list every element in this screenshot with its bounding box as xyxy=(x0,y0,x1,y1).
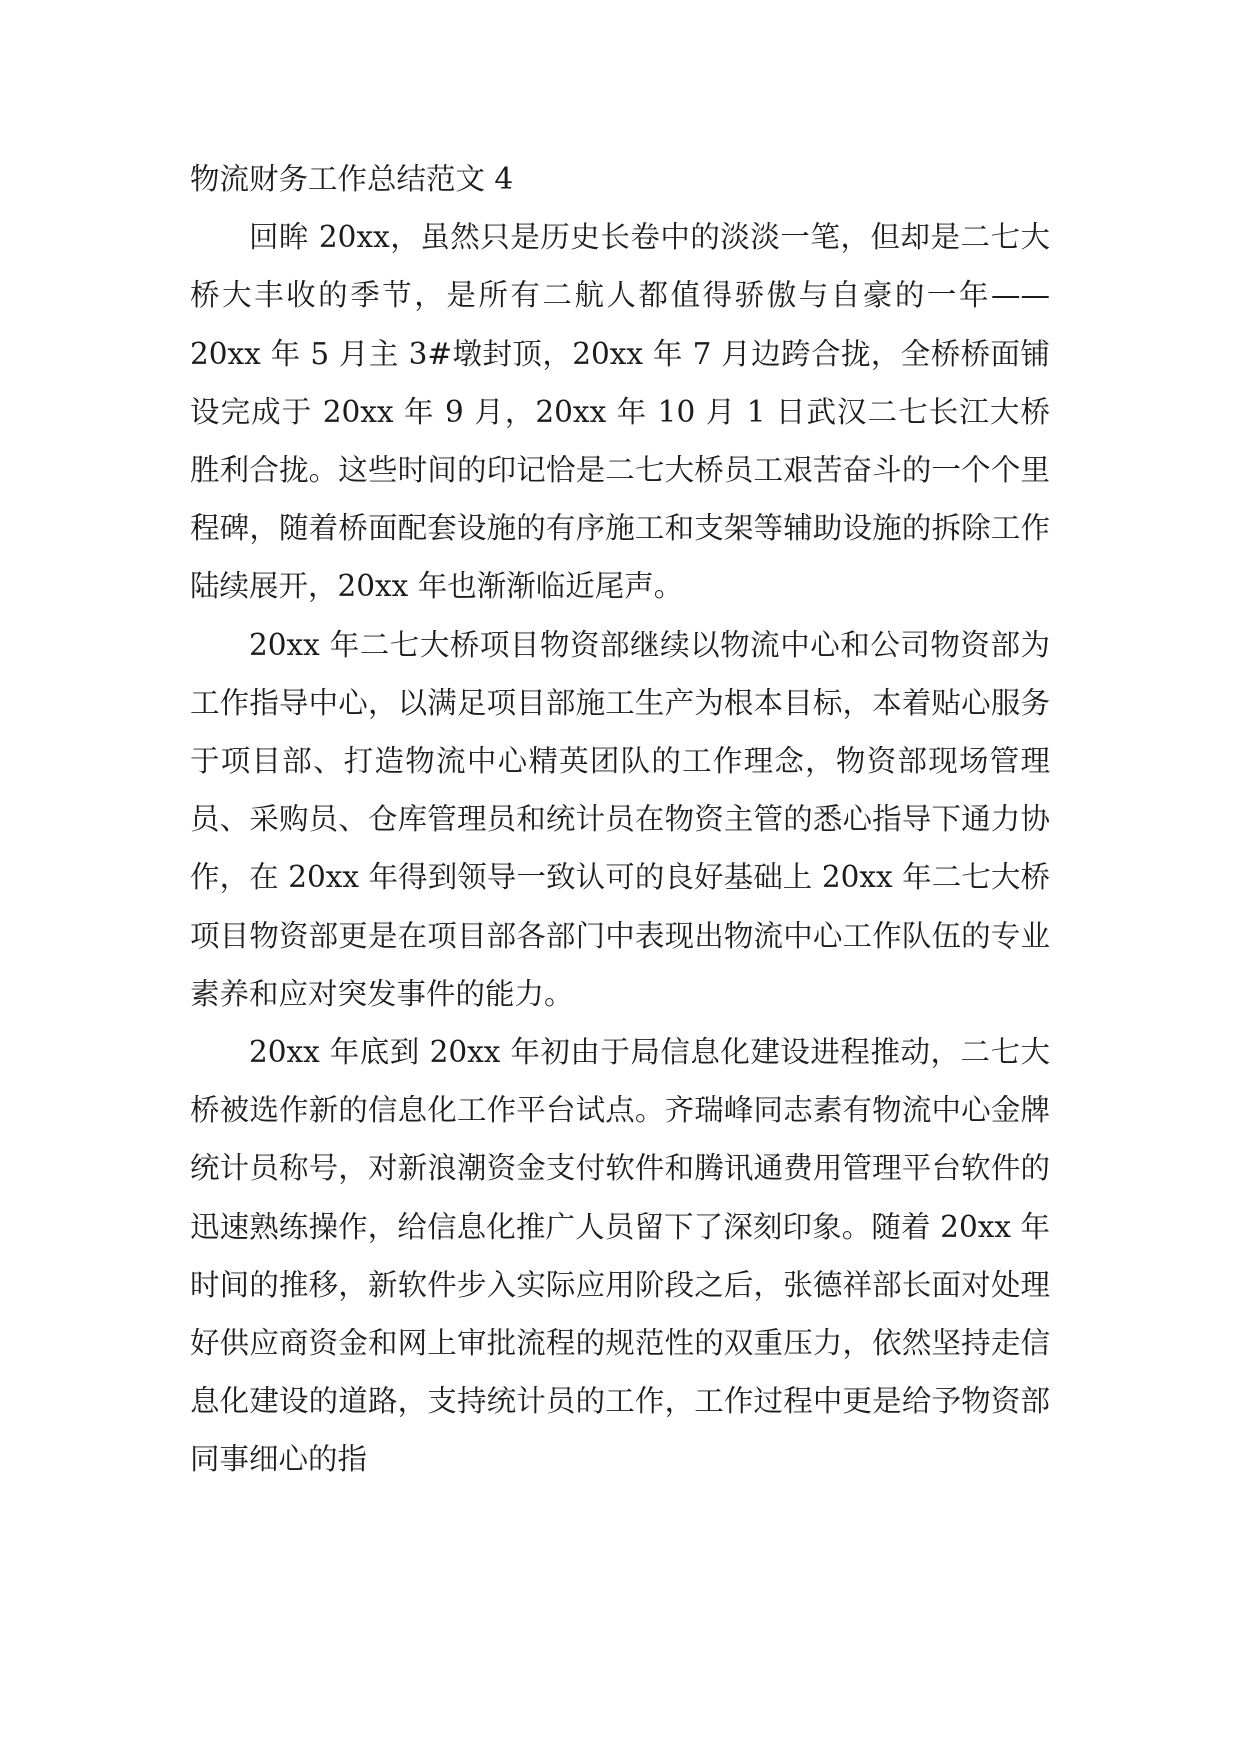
paragraph-3: 20xx 年底到 20xx 年初由于局信息化建设进程推动，二七大桥被选作新的信息化工作平台试点。齐瑞峰同志素有物流中心金牌统计员称号，对新浪潮资金支付软件和腾讯通费用管理平台软件的迅速熟练操作，给信息化推广人员留下了深刻印象。随着 20xx 年时间的推移，新软件步入实际应用阶段之后，张德祥部长面对处理好供应商资金和网上审批流程的规范性的双重压力，依然坚持走信息化建设的道路，支持统计员的工作，工作过程中更是给予物资部同事细心的指 xyxy=(190,1035,1050,1477)
document-title: 物流财务工作总结范文 4 xyxy=(190,162,514,196)
paragraph-2: 20xx 年二七大桥项目物资部继续以物流中心和公司物资部为工作指导中心，以满足项目部施工生产为根本目标，本着贴心服务于项目部、打造物流中心精英团队的工作理念，物资部现场管理员、采购员、仓库管理员和统计员在物资主管的悉心指导下通力协作，在 20xx 年得到领导一致认可的良好基础上 20xx 年二七大桥项目物资部更是在项目部各部门中表现出物流中心工作队伍的专业素养和应对突发事件的能力。 xyxy=(190,627,1050,1011)
document-body xyxy=(190,150,1050,1489)
paragraph-1: 回眸 20xx，虽然只是历史长卷中的淡淡一笔，但却是二七大桥大丰收的季节，是所有二航人都值得骄傲与自豪的一年——20xx 年 5 月主 3#墩封顶，20xx 年 7 月边跨合拢，全桥桥面铺设完成于 20xx 年 9 月，20xx 年 10 月 1 日武汉二七长江大桥胜利合拢。这些时间的印记恰是二七大桥员工艰苦奋斗的一个个里程碑，随着桥面配套设施的有序施工和支架等辅助设施的拆除工作陆续展开，20xx 年也渐渐临近尾声。 xyxy=(190,220,1050,604)
